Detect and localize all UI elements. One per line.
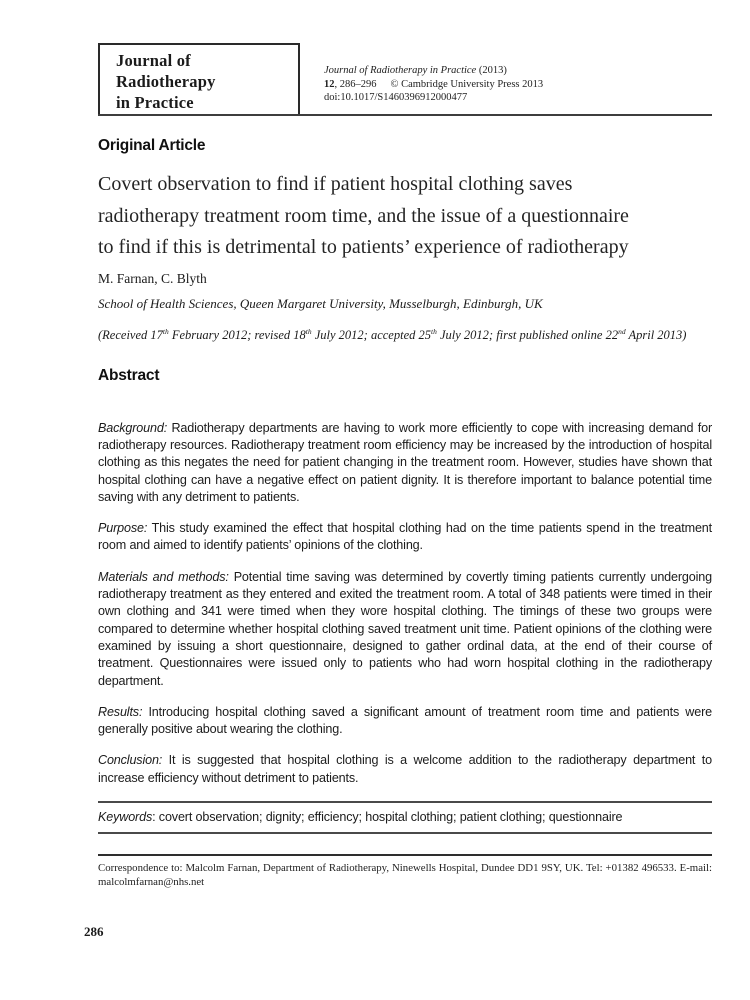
author-list: M. Farnan, C. Blyth bbox=[98, 270, 207, 286]
page-number: 286 bbox=[84, 924, 104, 939]
article-title-line: radiotherapy treatment room time, and the issue of a questionnaire bbox=[98, 204, 629, 227]
keywords-label: Keywords bbox=[98, 810, 153, 824]
journal-name-line: Journal of bbox=[116, 51, 191, 70]
citation-block bbox=[324, 43, 543, 114]
page-content bbox=[98, 0, 712, 834]
header-divider bbox=[98, 114, 712, 116]
author-affiliation: School of Health Sciences, Queen Margaret University, Musselburgh, Edinburgh, UK bbox=[98, 295, 543, 311]
citation-journal-line: Journal of Radiotherapy in Practice (2013) bbox=[324, 65, 507, 76]
article-history: (Received 17th February 2012; revised 18th July 2012; accepted 25th July 2012; first published online 22nd April 2013) bbox=[98, 326, 687, 342]
journal-name-line: in Practice bbox=[116, 93, 194, 112]
paragraph-label: Results: bbox=[98, 704, 143, 719]
abstract-paragraph-materials: Materials and methods: Potential time saving was determined by covertly timing patients currently undergoing radiotherapy treatment as they entered and exited the treatment room. A total of 348 patients were timed in their own clothing and 341 were timed when they wore hospital clothing. The timings of these two groups were compared to determine whether hospital clothing saved treatment unit time. Patient opinions of the clothing were examined by issuing a short questionnaire, designed to gather ordinal data, at the end of their course of treatment. Questionnaires were issued only to patients who had worn hospital clothing in the radiotherapy department. bbox=[98, 569, 712, 688]
article-title-line: Covert observation to find if patient hospital clothing saves bbox=[98, 173, 573, 195]
citation-volume-line: 12, 286–296 © Cambridge University Press 2013 bbox=[324, 78, 544, 90]
copyright-notice: © Cambridge University Press 2013 bbox=[390, 78, 544, 90]
article-type-label: Original Article bbox=[98, 137, 206, 154]
paragraph-label: Background: bbox=[98, 420, 168, 435]
article-title-line: to find if this is detrimental to patients’ experience of radiotherapy bbox=[98, 236, 629, 258]
keywords-line: Keywords: covert observation; dignity; efficiency; hospital clothing; patient clothing; questionnaire bbox=[98, 810, 623, 824]
abstract-paragraph-conclusion: Conclusion: It is suggested that hospital clothing is a welcome addition to the radiotherapy department to increase efficiency without detriment to patients. bbox=[98, 753, 712, 785]
journal-header bbox=[98, 43, 712, 114]
journal-name-line: Radiotherapy bbox=[116, 72, 216, 91]
abstract-body bbox=[98, 420, 712, 787]
footnote-divider bbox=[98, 854, 712, 856]
citation-doi: doi:10.1017/S1460396912000477 bbox=[324, 92, 468, 103]
paragraph-label: Conclusion: bbox=[98, 753, 163, 768]
paragraph-label: Materials and methods: bbox=[98, 569, 229, 584]
keywords-divider-bottom bbox=[98, 832, 712, 834]
paragraph-label: Purpose: bbox=[98, 521, 148, 536]
keywords-divider-top bbox=[98, 801, 712, 803]
journal-logo-box bbox=[98, 43, 300, 114]
abstract-heading: Abstract bbox=[98, 366, 160, 384]
abstract-paragraph-results: Results: Introducing hospital clothing saved a significant amount of treatment room time and patients were generally positive about wearing the clothing. bbox=[98, 704, 712, 737]
abstract-paragraph-background: Background: Radiotherapy departments are having to work more efficiently to cope with increasing demand for radiotherapy resources. Radiotherapy treatment room efficiency may be increased by the introduction of hospital clothing as this negates the need for patient changing in the treatment room. However, studies have shown that hospital clothing can have a negative effect on patient dignity. It is therefore important to balance potential time saving with any detriment to patients. bbox=[98, 420, 712, 504]
correspondence-text: Correspondence to: Malcolm Farnan, Department of Radiotherapy, Ninewells Hospital, Dundee DD1 9SY, UK. Tel: +01382 496533. E-mail: malcolmfarnan@nhs.net bbox=[98, 862, 712, 888]
article-title bbox=[98, 169, 712, 264]
abstract-paragraph-purpose: Purpose: This study examined the effect that hospital clothing had on the time patients spend in the treatment room and aimed to identify patients’ opinions of the clothing. bbox=[98, 521, 713, 553]
correspondence-footnote bbox=[98, 854, 712, 889]
